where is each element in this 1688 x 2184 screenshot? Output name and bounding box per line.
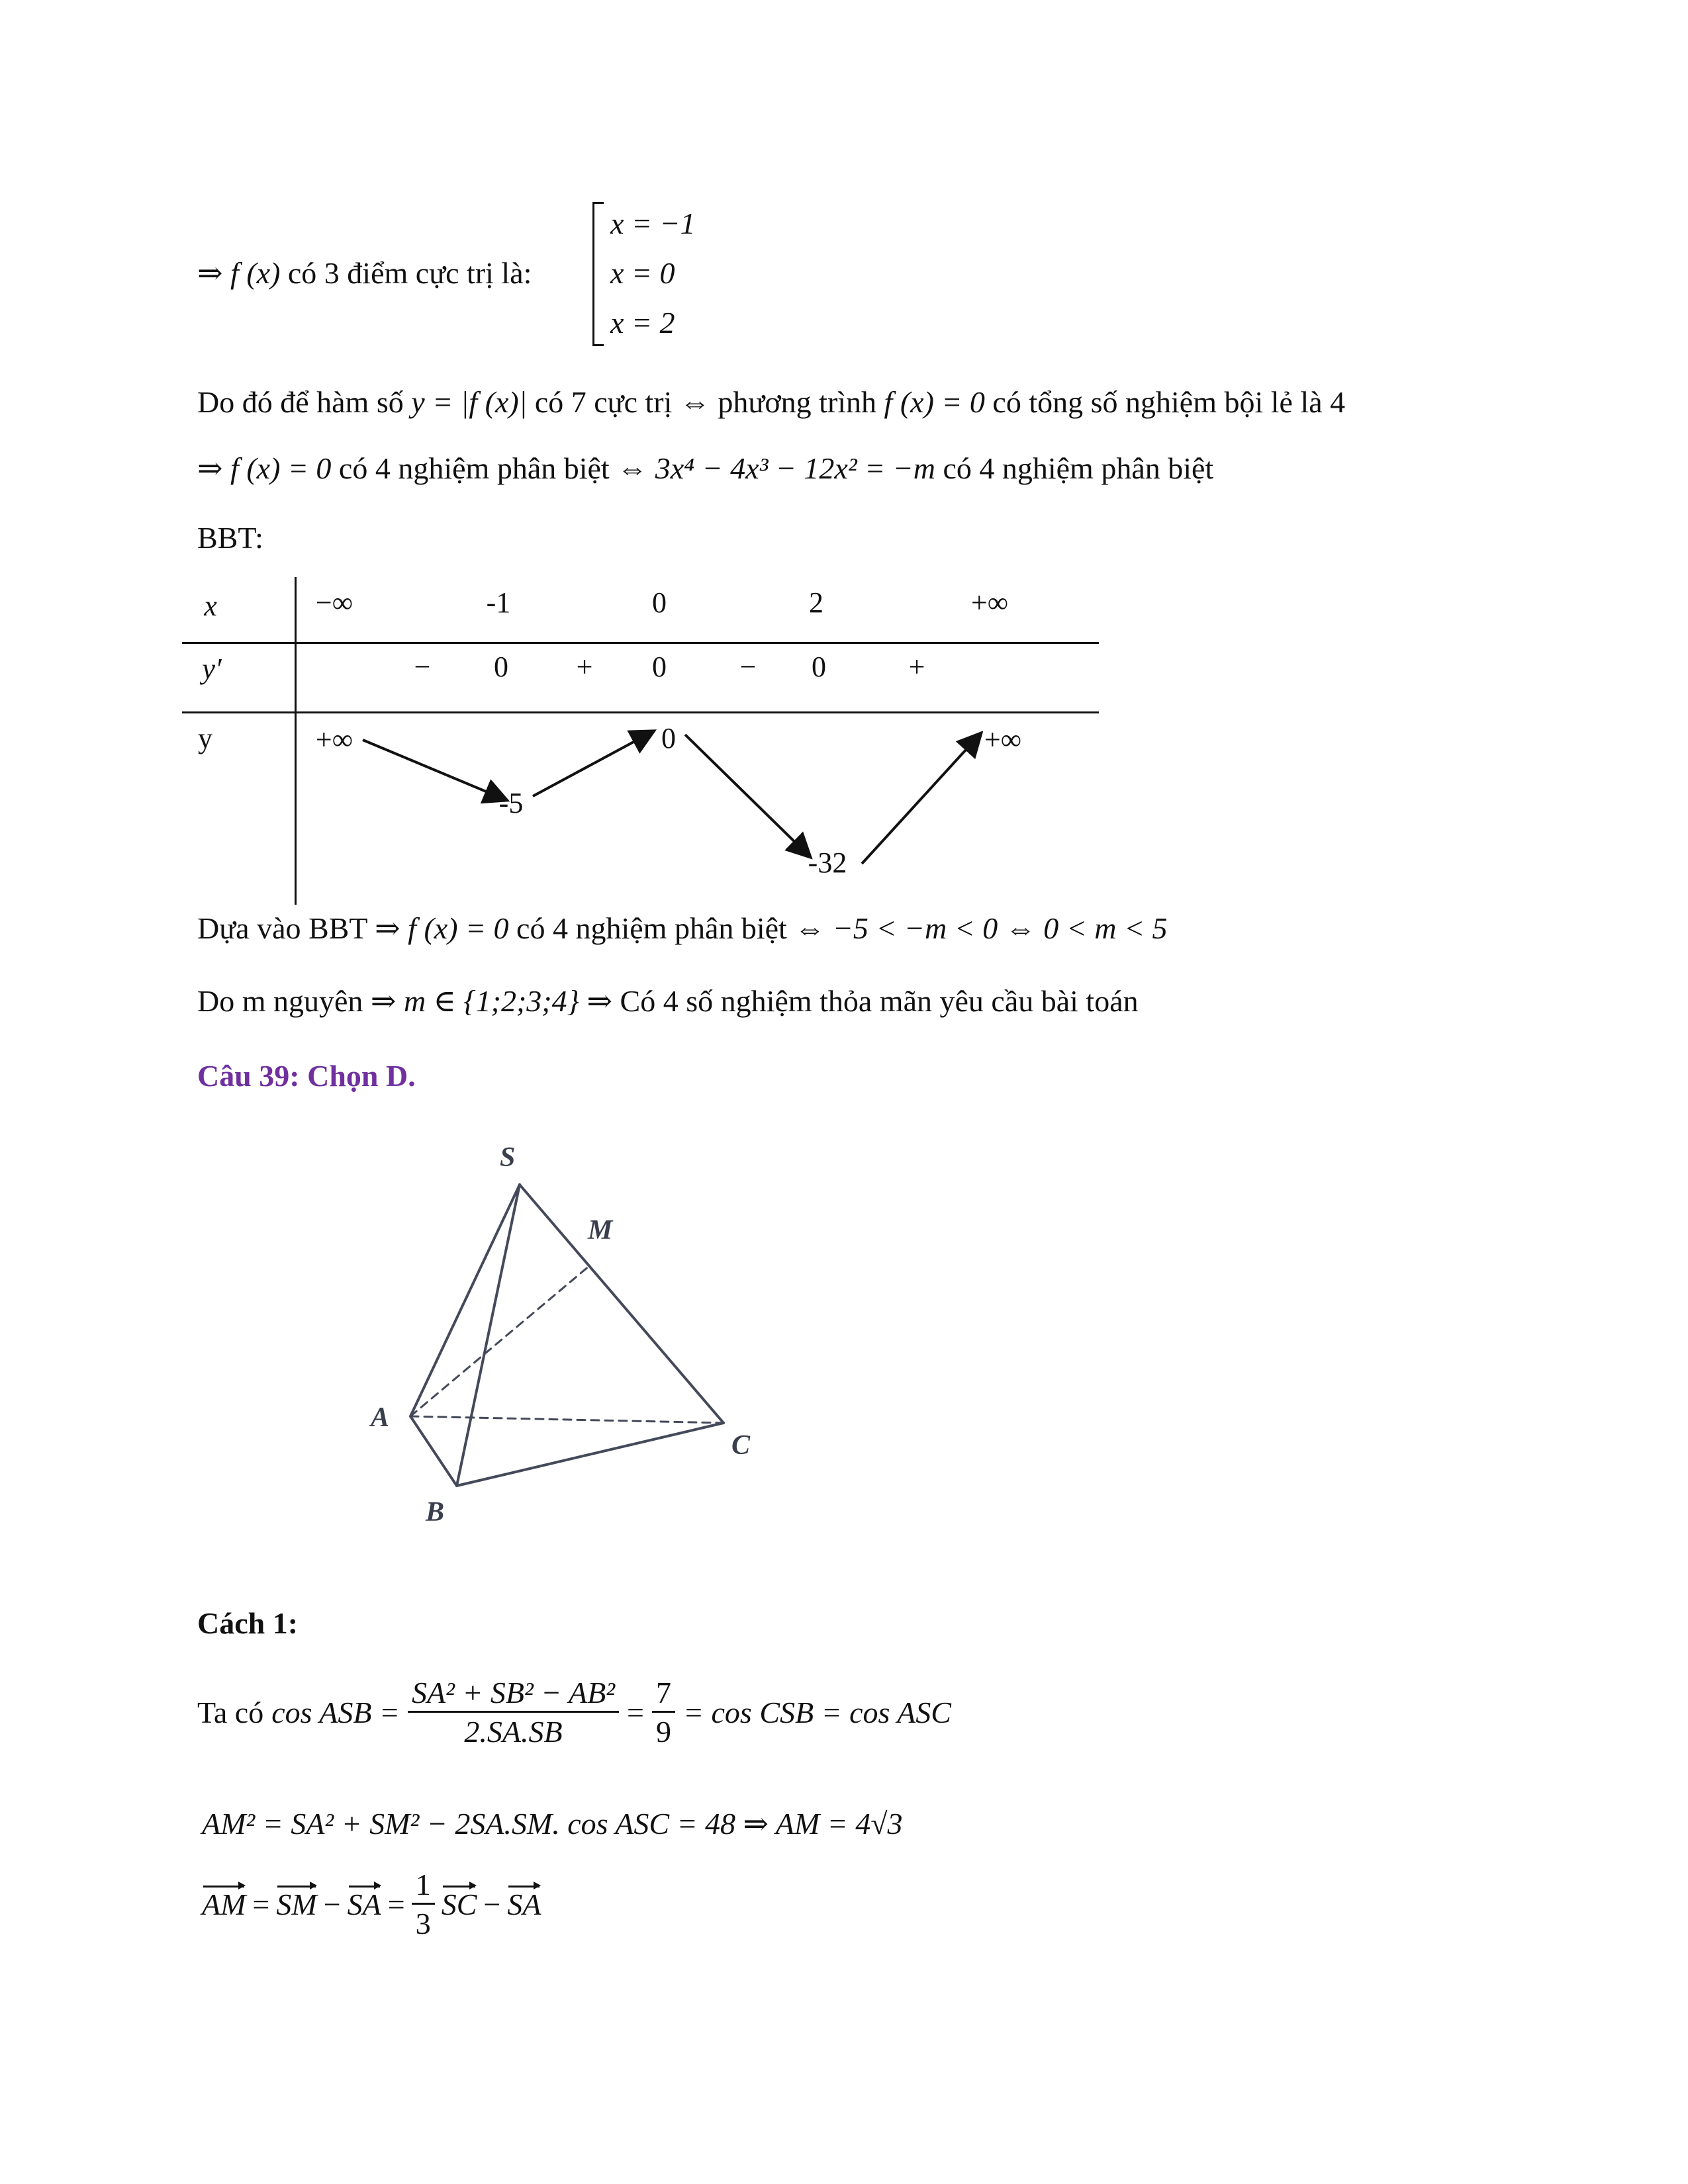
edge-SB (457, 1185, 520, 1486)
row-label-y: y (198, 722, 212, 754)
line5-text-1: Do m nguyên (197, 984, 363, 1018)
fraction-7: 7 (652, 1678, 675, 1713)
fraction-cosine-law (408, 1678, 619, 1747)
case-3: x = 2 (610, 306, 675, 340)
edge-SA (410, 1185, 520, 1416)
line3-implies: ⇒ (197, 451, 223, 485)
fx-expression: f (x) (230, 256, 281, 290)
y-prime-sign: − (414, 651, 431, 683)
line2-text-3: có tổng số nghiệm bội lẻ là 4 (992, 385, 1346, 419)
vector-SA: SA (347, 1887, 381, 1921)
vector-SC: SC (441, 1887, 477, 1921)
vertex-label-S: S (500, 1142, 516, 1173)
y-value-min-2: -32 (808, 846, 847, 879)
formula-vector-am (202, 1870, 541, 1939)
line5-text-2: Có 4 số nghiệm thỏa mãn yêu cầu bài toán (620, 984, 1139, 1018)
question-heading: Câu 39: Chọn D. (197, 1059, 416, 1093)
vector-SM: SM (276, 1887, 317, 1921)
segment-AM-hidden (410, 1266, 589, 1416)
formula3-minus2: − (483, 1887, 501, 1921)
y-prime-sign: − (739, 651, 757, 683)
y-prime-sign: + (908, 651, 925, 683)
y-value-min-1: -5 (498, 787, 524, 819)
row-label-x: x (204, 590, 217, 622)
fraction-denominator: 2.SA.SB (464, 1715, 563, 1749)
arrow-up-2 (862, 735, 980, 864)
row-label-yprime: y′ (202, 653, 222, 685)
fraction-9: 9 (655, 1715, 671, 1749)
formula1-eq: = (627, 1695, 644, 1729)
vertex-label-B: B (426, 1497, 445, 1527)
formula3-minus1: − (323, 1887, 341, 1921)
x-value: +∞ (970, 586, 1009, 619)
y-value-end: +∞ (984, 723, 1022, 756)
formula1-lead: Ta có (197, 1695, 264, 1729)
y-prime-zero: 0 (652, 651, 667, 683)
y-abs-fx: y = |f (x)| (411, 385, 528, 419)
x-value: −∞ (315, 586, 353, 619)
case-1: x = −1 (610, 206, 696, 240)
implies-symbol: ⇒ (197, 256, 223, 290)
fraction-numerator: SA² + SB² − AB² (408, 1678, 619, 1713)
y-value-max: 0 (661, 722, 676, 754)
x-value: 0 (652, 586, 667, 619)
formula1-rhs: = cos CSB = cos ASC (682, 1695, 951, 1729)
formula-am-squared: AM² = SA² + SM² − 2SA.SM. cos ASC = 48 ⇒ AM = 4√3 (202, 1807, 903, 1841)
fx-eq-zero: f (x) = 0 (884, 385, 985, 419)
y-prime-zero: 0 (494, 651, 508, 683)
fraction-3: 3 (415, 1907, 431, 1940)
formula-cos-asb (197, 1678, 951, 1747)
fx-eq-zero-2: f (x) = 0 (230, 451, 332, 485)
edge-AC-hidden (410, 1416, 724, 1423)
m-set: ⇒ m ∈ {1;2;3;4} ⇒ (370, 984, 613, 1018)
line-dua-vao (197, 913, 1168, 944)
edge-AB (410, 1416, 457, 1486)
line4-implies: ⇒ (375, 911, 400, 945)
line3-text-1: có 4 nghiệm phân biệt ⇔ (338, 451, 648, 485)
arrow-down-1 (363, 740, 505, 799)
fraction-1: 1 (412, 1870, 435, 1905)
formula3-eq1: = (252, 1887, 270, 1921)
vertex-label-M: M (588, 1215, 613, 1246)
line1-text: có 3 điểm cực trị là: (287, 256, 532, 290)
y-value-start: +∞ (315, 723, 353, 756)
vector-AM: AM (202, 1887, 246, 1921)
line3-text-2: có 4 nghiệm phân biệt (943, 451, 1214, 485)
vertex-label-A: A (371, 1402, 390, 1433)
x-value: -1 (486, 586, 511, 619)
line4-text-1: Dựa vào BBT (197, 911, 367, 945)
tetrahedron-figure (357, 1125, 781, 1549)
inequality: ⇔ −5 < −m < 0 ⇔ 0 < m < 5 (794, 911, 1168, 945)
fx-eq-zero-3: f (x) = 0 (408, 911, 509, 945)
edge-SC (520, 1185, 724, 1423)
variation-arrows (0, 0, 1688, 927)
arrow-down-2 (685, 735, 809, 856)
vertex-label-C: C (731, 1430, 751, 1461)
formula3-eq2: = (387, 1887, 405, 1921)
fraction-1-3 (412, 1870, 435, 1939)
case-2: x = 0 (610, 256, 675, 290)
fraction-7-9 (652, 1678, 675, 1747)
line2-text-1: Do đó để hàm số (197, 385, 404, 419)
polynomial-equation: 3x⁴ − 4x³ − 12x² = −m (655, 451, 935, 485)
line2-text-2: có 7 cực trị ⇔ phương trình (534, 385, 877, 419)
y-prime-zero: 0 (812, 651, 826, 683)
x-value: 2 (809, 586, 823, 619)
method-heading: Cách 1: (197, 1606, 299, 1640)
line-m-nguyen (197, 986, 1139, 1017)
edge-BC (457, 1423, 724, 1486)
y-prime-sign: + (576, 651, 593, 683)
vector-SA-2: SA (507, 1887, 541, 1921)
formula1-lhs: cos ASB = (271, 1695, 400, 1729)
bbt-label: BBT: (197, 521, 263, 555)
line4-text-2: có 4 nghiệm phân biệt (516, 911, 787, 945)
arrow-up-1 (533, 732, 652, 796)
